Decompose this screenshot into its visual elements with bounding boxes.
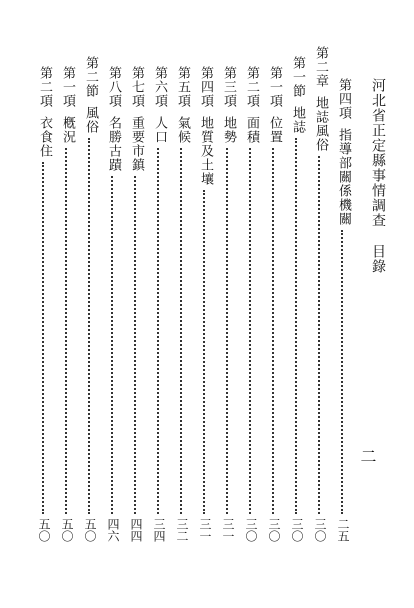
toc-entry-label: 第二項 (244, 66, 259, 108)
toc-entry-9 (126, 66, 146, 542)
toc-entry-2 (287, 56, 307, 542)
toc-entry-label: 第二章 (313, 46, 328, 88)
dot-leader (203, 190, 207, 514)
toc-entry-label: 第六項 (152, 66, 167, 108)
toc-entry-label: 第四項 (336, 78, 351, 120)
toc-entry-10 (103, 66, 123, 542)
toc-entry-title: 面積 (244, 116, 259, 144)
dot-leader (318, 156, 322, 514)
toc-entry-6 (195, 66, 215, 542)
toc-entry-page: 三〇 (244, 518, 258, 542)
dot-leader (226, 148, 230, 514)
dot-leader (88, 138, 92, 514)
toc-entry-page: 三四 (152, 518, 166, 542)
toc-entry-page: 四四 (129, 518, 143, 542)
dot-leader (341, 230, 345, 514)
toc-entry-0 (333, 78, 353, 542)
toc-entry-label: 第三項 (221, 66, 236, 108)
dot-leader (42, 162, 46, 514)
toc-entry-label: 第八項 (106, 66, 121, 108)
toc-entry-title: 名勝古蹟 (106, 116, 121, 172)
toc-entry-title: 人口 (152, 116, 167, 144)
toc-entry-label: 第一節 (290, 56, 305, 98)
toc-entry-title: 地質及土壤 (198, 116, 213, 186)
toc-entry-page: 四六 (106, 518, 120, 542)
dot-leader (295, 138, 299, 514)
dot-leader (134, 176, 138, 514)
section-label: 目錄 (370, 244, 386, 274)
toc-entry-page: 二五 (336, 518, 350, 542)
toc-entry-page: 三〇 (267, 518, 281, 542)
toc-entry-page: 五〇 (83, 518, 97, 542)
toc-entry-4 (241, 66, 261, 542)
dot-leader (272, 148, 276, 514)
toc-entry-title: 地勢 (221, 116, 236, 144)
toc-entry-7 (172, 66, 192, 542)
toc-entry-page: 三二 (175, 518, 189, 542)
toc-entry-label: 第一項 (60, 66, 75, 108)
toc-entry-label: 第四項 (198, 66, 213, 108)
dot-leader (180, 148, 184, 514)
toc-entry-title: 衣食住 (37, 116, 52, 158)
toc-entry-title: 地誌 (290, 106, 305, 134)
toc-entry-page: 三一 (198, 518, 212, 542)
toc-entry-label: 第二項 (37, 66, 52, 108)
toc-entry-label: 第五項 (175, 66, 190, 108)
toc-entry-title: 槪況 (60, 116, 75, 144)
toc-entry-1 (310, 46, 330, 542)
dot-leader (65, 148, 69, 514)
toc-entry-page: 三〇 (290, 518, 304, 542)
running-header (368, 78, 388, 274)
toc-entry-13 (34, 66, 54, 542)
toc-entry-page: 三一 (221, 518, 235, 542)
toc-entry-page: 五〇 (60, 518, 74, 542)
dot-leader (249, 148, 253, 514)
toc-entry-title: 氣候 (175, 116, 190, 144)
page-number: 二 (358, 448, 377, 464)
toc-entry-title: 風俗 (83, 106, 98, 134)
dot-leader (157, 148, 161, 514)
toc-entry-11 (80, 56, 100, 542)
toc-entry-title: 地誌風俗 (313, 96, 328, 152)
toc-entry-3 (264, 66, 284, 542)
toc-entry-title: 指導部關係機關 (336, 128, 351, 226)
toc-entry-12 (57, 66, 77, 542)
toc-entry-label: 第一項 (267, 66, 282, 108)
toc-entry-5 (218, 66, 238, 542)
toc-entry-page: 三〇 (313, 518, 327, 542)
book-title: 河北省正定縣事情調查 (370, 78, 386, 228)
toc-entry-8 (149, 66, 169, 542)
toc-entry-label: 第七項 (129, 66, 144, 108)
toc-entry-page: 五〇 (37, 518, 51, 542)
dot-leader (111, 176, 115, 514)
toc-entry-title: 重要市鎮 (129, 116, 144, 172)
toc-entry-title: 位置 (267, 116, 282, 144)
toc-entry-label: 第二節 (83, 56, 98, 98)
